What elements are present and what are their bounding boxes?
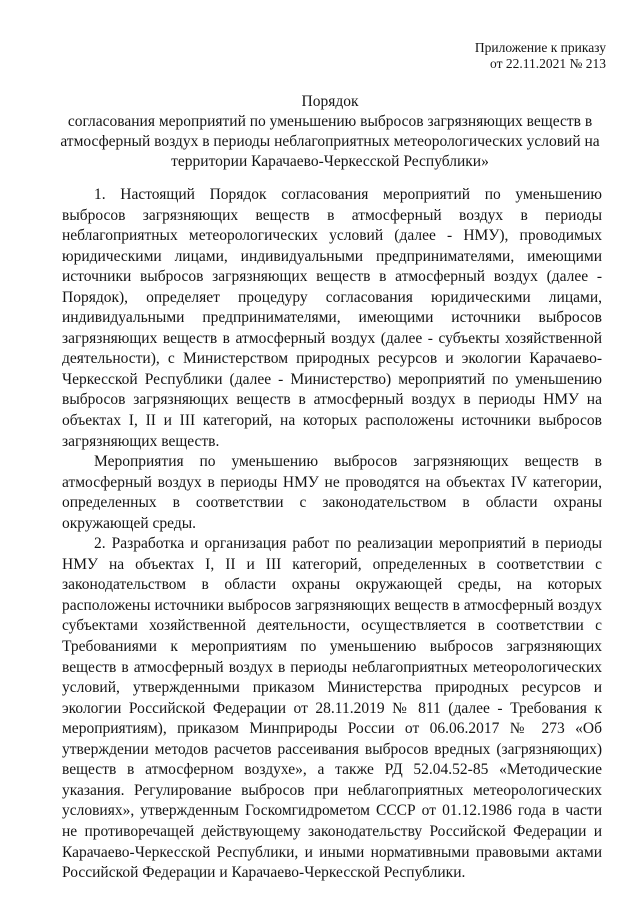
document-title	[60, 92, 600, 172]
paragraph-3: 2. Разработка и организация работ по реализации мероприятий в периоды НМУ на объектах I, II и III категорий, определенных в соответствии с законодательством в области охраны окружающей среды, на которых расположены источники выбросов загрязняющих веществ в атмосферный воздух субъектами хозяйственной деятельности, осуществляется в соответствии с Требованиями к мероприятиям по уменьшению выбросов загрязняющих веществ в атмосферный воздух в периоды неблагоприятных метеорологических условий, утвержденными приказом Министерства природных ресурсов и экологии Российской Федерации от 28.11.2019 № 811 (далее - Требования к мероприятиям), приказом Минприроды России от 06.06.2017 № 273 «Об утверждении методов расчетов рассеивания выбросов вредных (загрязняющих) веществ в атмосферном воздухе», а также РД 52.04.52-85 «Методические указания. Регулирование выбросов при неблагоприятных метеорологических условиях», утвержденным Госкомгидрометом СССР от 01.12.1986 года в части не противоречащей действующему законодательству Российской Федерации и Карачаево-Черкесской Республики, и иными нормативными правовыми актами Российской Федерации и Карачаево-Черкесской Республики.	[62, 535, 602, 882]
paragraph-1: 1. Настоящий Порядок согласования мероприятий по уменьшению выбросов загрязняющих веществ в атмосферный воздух в периоды неблагоприятных метеорологических условий (далее - НМУ), проводимых юридическими лицами, индивидуальными предпринимателями, имеющими источники выбросов загрязняющих веществ в атмосферный воздух (далее - Порядок), определяет процедуру согласования юридическими лицами, индивидуальными предпринимателями, имеющими источники выбросов загрязняющих веществ в атмосферный воздух (далее - субъекты хозяйственной деятельности), с Министерством природных ресурсов и экологии Карачаево-Черкесской Республики (далее - Министерство) мероприятий по уменьшению выбросов загрязняющих веществ в атмосферный воздух в периоды НМУ на объектах I, II и III категорий, на которых расположены источники выбросов загрязняющих веществ.	[62, 186, 602, 450]
document-body	[62, 185, 602, 884]
paragraph-2: Мероприятия по уменьшению выбросов загрязняющих веществ в атмосферный воздух в периоды НМУ не проводятся на объектах IV категории, определенных в соответствии с законодательством в области охраны окружающей среды.	[62, 453, 602, 532]
title-line-1: Порядок	[301, 93, 359, 110]
appendix-line-2: от 22.11.2021 № 213	[490, 56, 606, 71]
title-line-3: атмосферный воздух в периоды неблагоприятных метеорологических условий на	[60, 133, 600, 150]
title-line-4: территории Карачаево-Черкесской Республики»	[171, 153, 489, 170]
title-line-2: согласования мероприятий по уменьшению выбросов загрязняющих веществ в	[67, 113, 593, 130]
appendix-note	[475, 40, 606, 72]
appendix-line-1: Приложение к приказу	[474, 40, 606, 55]
